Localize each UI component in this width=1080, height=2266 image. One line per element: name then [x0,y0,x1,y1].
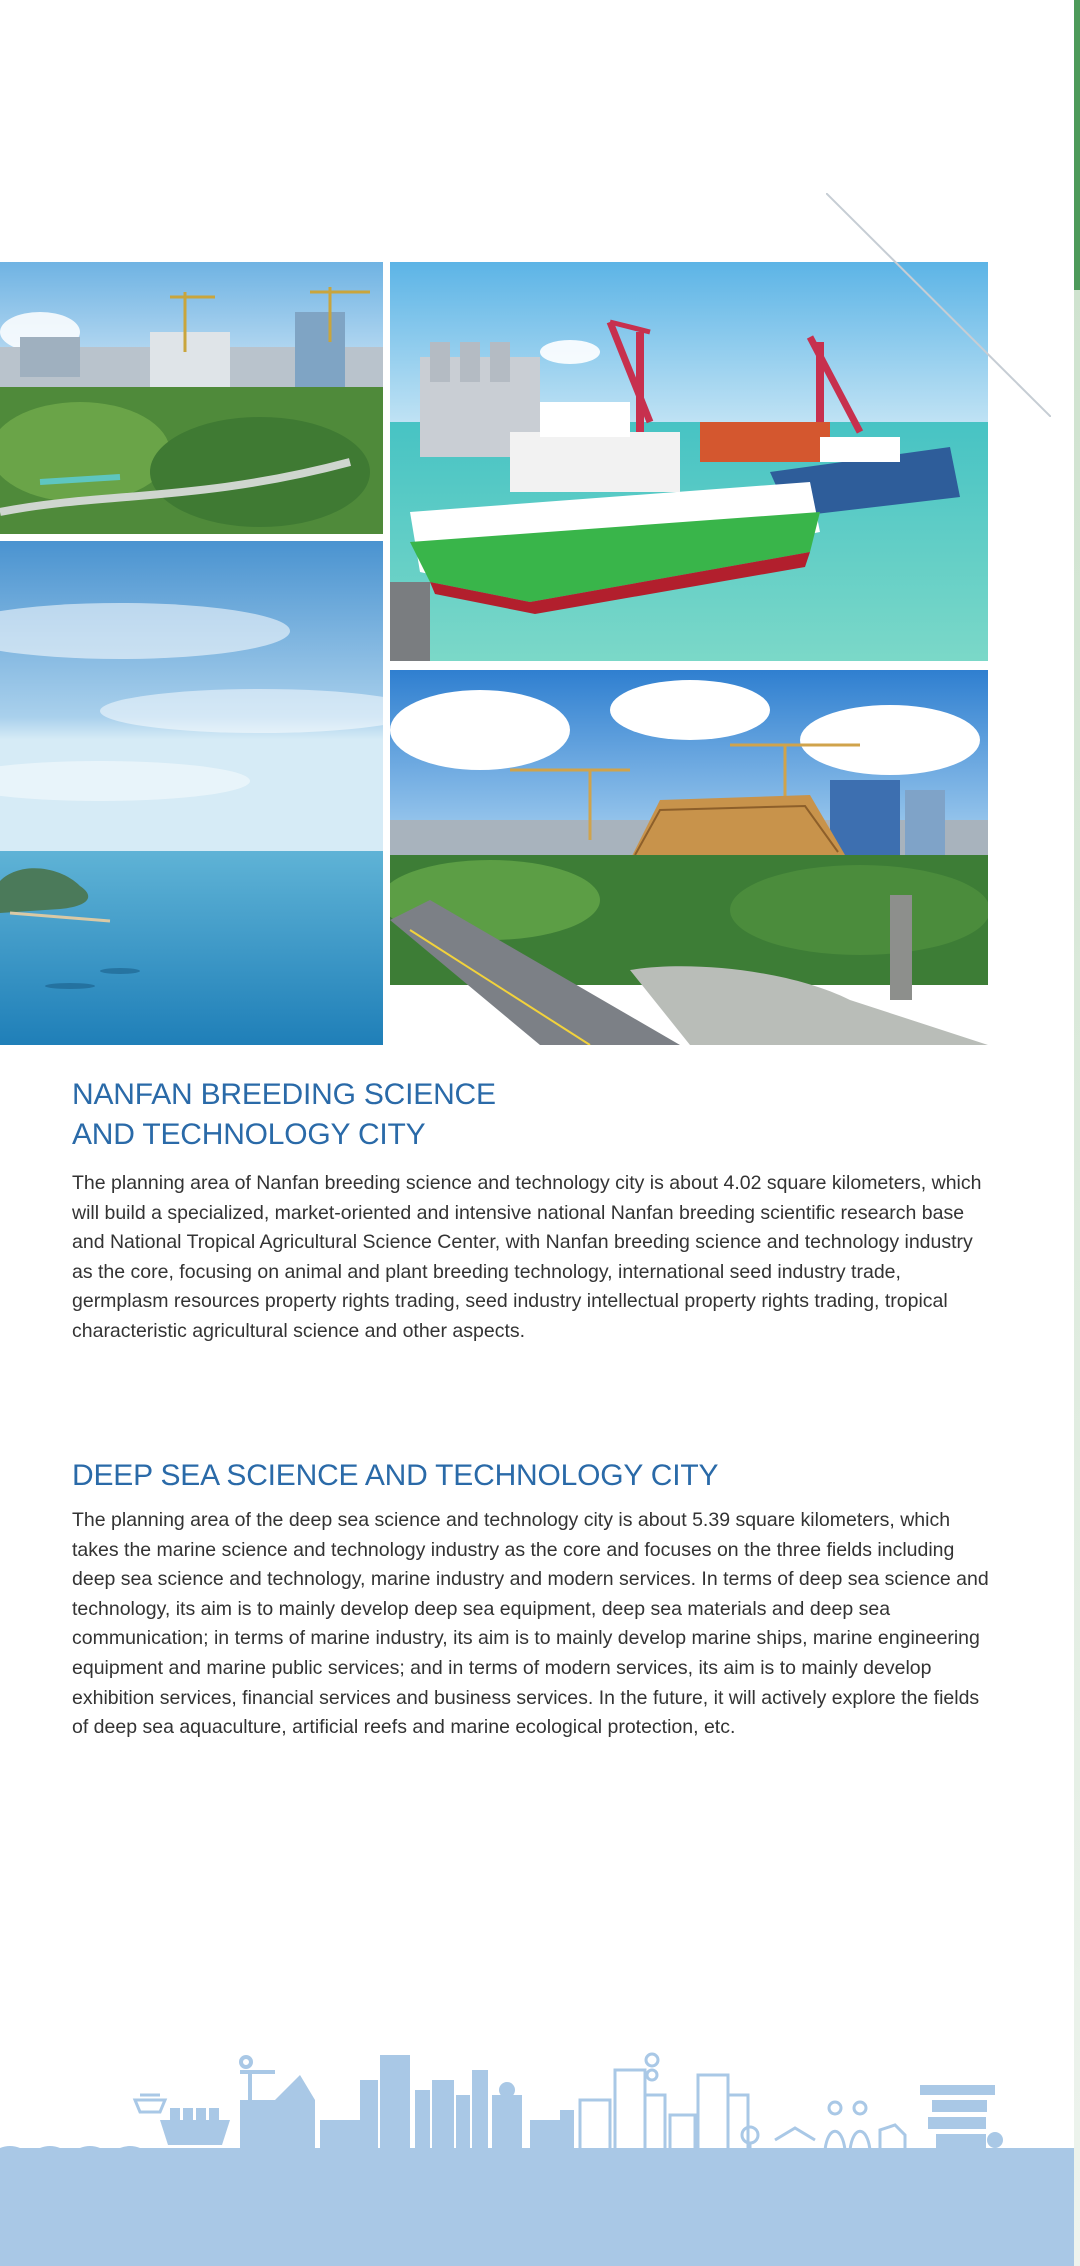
nanfan-title-line2: AND TECHNOLOGY CITY [72,1118,426,1151]
right-edge-stripe [1074,0,1080,2266]
right-edge-accent [1074,0,1080,290]
nanfan-section-title [72,1075,772,1155]
park-construction-photo [0,262,383,534]
ferry-icon [135,2095,165,2112]
sea-sky-photo [0,541,383,1045]
nanfan-section-body: The planning area of Nanfan breeding science and technology city is about 4.02 square kilometers, which will build a specialized, market-oriented and intensive national Nanfan breeding scientific research base and National Tropical Agricultural Science Center, with Nanfan breeding science and technology industry as the core, focusing on animal and plant breeding technology, international seed industry trade, germplasm resources property rights trading, seed industry intellectual property rights trading, tropical characteristic agricultural science and other aspects. [72,1172,982,1342]
factory-skyline-icon [240,2055,574,2150]
decorative-diagonal-line [826,193,1051,417]
footer-skyline-illustration [0,2040,1074,2266]
right-edge-fade [1074,290,1080,2266]
cargo-ship-icon [160,2108,230,2145]
deepsea-section-body: The planning area of the deep sea science and technology city is about 5.39 square kilometers, which takes the marine science and technology industry as the core and focuses on the three fields including deep sea science and technology, marine industry and modern services. In terms of deep sea science and technology, its aim is to mainly develop deep sea equipment, deep sea materials and deep sea communication; in terms of marine industry, its aim is to mainly develop marine ships, marine engineering equipment and marine public services; and in terms of modern services, its aim is to mainly develop exhibition services, financial services and business services. In the future, it will actively explore the fields of deep sea aquaculture, artificial reefs and marine ecological protection, etc. [72,1509,989,1739]
graduation-cap-icon [920,2085,1003,2148]
buildings-outline-icon [580,2054,758,2150]
deepsea-section-title: DEEP SEA SCIENCE AND TECHNOLOGY CITY [72,1459,719,1492]
city-pavilion-photo [390,670,988,1045]
nanfan-title-line1: NANFAN BREEDING SCIENCE [72,1078,496,1111]
people-park-icon [775,2102,905,2150]
